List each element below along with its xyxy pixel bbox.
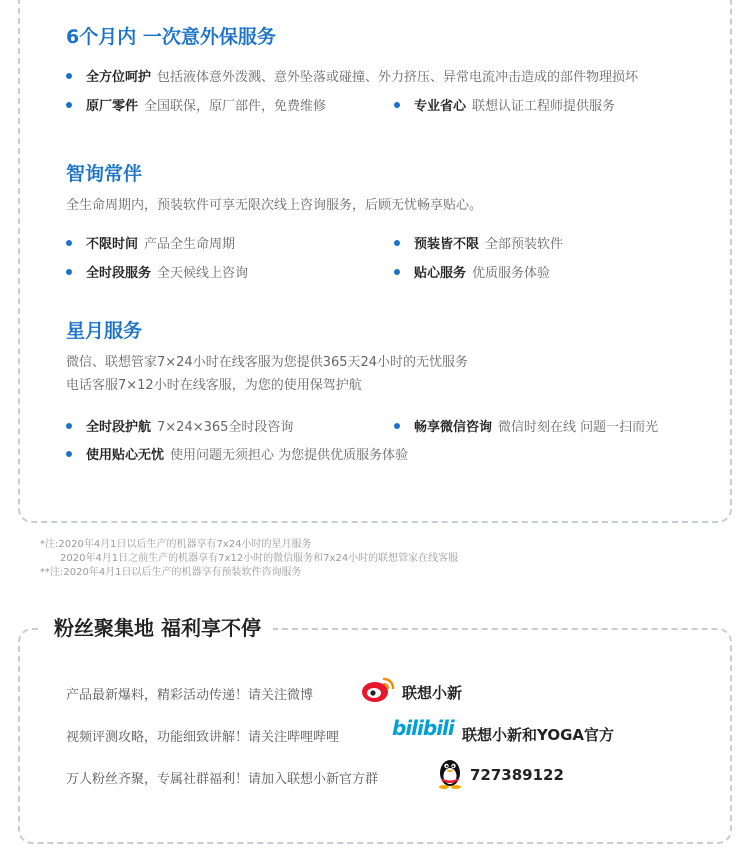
footnote: **注:2020年4月1日以后生产的机器享有预装软件咨询服务 <box>40 567 302 578</box>
weibo-icon[interactable] <box>360 674 396 708</box>
bullet-dot <box>66 423 72 429</box>
bullet-dot <box>394 269 400 275</box>
fans-title: 粉丝聚集地 福利享不停 <box>42 612 273 641</box>
bullet-dot <box>66 269 72 275</box>
list-item: 使用贴心无忧 使用问题无须担心 为您提供优质服务体验 <box>66 444 408 463</box>
list-item: 专业省心 联想认证工程师提供服务 <box>394 95 615 114</box>
fan-row-text: 万人粉丝齐聚，专属社群福利！请加入联想小新官方群 <box>66 772 379 787</box>
bullet-dot <box>394 423 400 429</box>
list-item: 全时段护航 7×24×365全时段咨询 <box>66 416 293 435</box>
section-title-accident: 6个月内 一次意外保服务 <box>66 26 276 48</box>
section-title-consult: 智询常伴 <box>66 163 143 185</box>
bullet-dot <box>66 240 72 246</box>
bullet-dot <box>66 73 72 79</box>
bilibili-account-name: 联想小新和YOGA官方 <box>462 726 615 744</box>
section-title-star-moon: 星月服务 <box>66 320 143 342</box>
bullet-dot <box>394 240 400 246</box>
bullet-dot <box>66 451 72 457</box>
bullet-dot <box>394 102 400 108</box>
bullet-dot <box>66 102 72 108</box>
qq-group-number: 727389122 <box>470 766 564 784</box>
weibo-account-name: 联想小新 <box>402 684 463 702</box>
qq-penguin-icon[interactable] <box>436 755 464 793</box>
footnote: *注:2020年4月1日以后生产的机器享有7x24小时的星月服务 <box>40 539 312 550</box>
bilibili-logo[interactable]: bilibili <box>392 716 454 740</box>
footnote: 2020年4月1日之前生产的机器享有7x12小时的微信服务和7x24小时的联想管家在线客服 <box>60 553 459 564</box>
fan-row-text: 产品最新爆料，精彩活动传递！请关注微博 <box>66 688 314 703</box>
section-desc: 微信、联想管家7×24小时在线客服为您提供365天24小时的无忧服务 <box>66 355 469 370</box>
list-item: 预装皆不限 全部预装软件 <box>394 233 563 252</box>
section-desc: 电话客服7×12小时在线客服，为您的使用保驾护航 <box>66 378 362 393</box>
fan-row-text: 视频评测攻略，功能细致讲解！请关注哔哩哔哩 <box>66 730 340 745</box>
list-item: 全方位呵护 包括液体意外泼溅、意外坠落或碰撞、外力挤压、异常电流冲击造成的部件物理损坏 <box>66 66 638 85</box>
list-item: 不限时间 产品全生命周期 <box>66 233 235 252</box>
list-item: 原厂零件 全国联保，原厂部件，免费维修 <box>66 95 326 114</box>
list-item: 畅享微信咨询 微信时刻在线 问题一扫而光 <box>394 416 658 435</box>
list-item: 贴心服务 优质服务体验 <box>394 262 550 281</box>
list-item: 全时段服务 全天候线上咨询 <box>66 262 248 281</box>
section-desc: 全生命周期内，预装软件可享无限次线上咨询服务，后顾无忧畅享贴心。 <box>66 198 483 213</box>
